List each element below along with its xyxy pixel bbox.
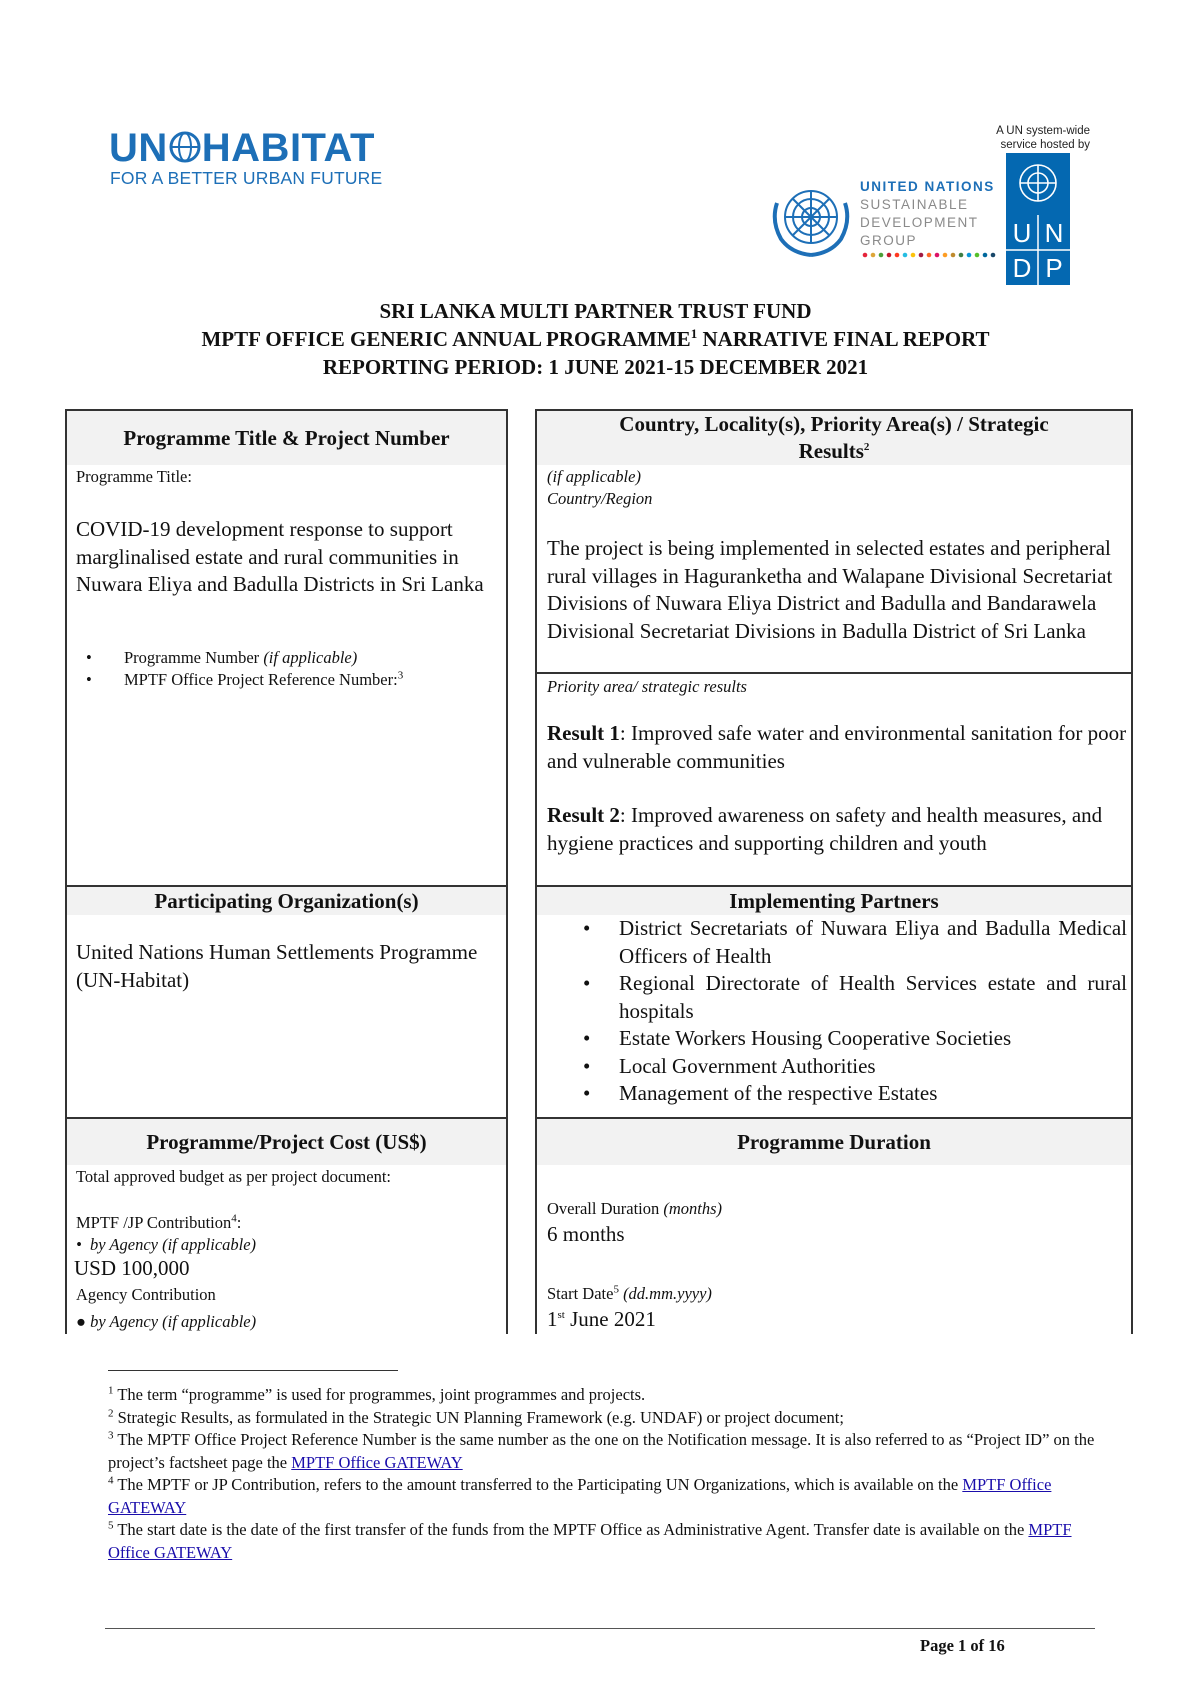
- footnote-5: $^5$ The start date is the date of the first transfer of the funds from the MPTF Office as Administrative Agent. Transfer date is available on the MPTF Office GATEWAY: [108, 1519, 1072, 1562]
- unsdg-line: GROUP: [860, 233, 918, 248]
- country-heading: Country, Locality(s), Priority Area(s) / Strategic Results$^2$: [537, 411, 1131, 465]
- country-value: The project is being implemented in selected estates and peripheral rural villages in Haguranketha and Walapane Divisional Secretariat Divisions of Nuwara Eliya District and Badulla and Bandarawela Divisional Secretariat Divisions in Badulla District of Sri Lanka: [547, 536, 1113, 643]
- unsdg-line: UNITED NATIONS: [860, 179, 995, 194]
- programme-title-label: Programme Title:: [76, 467, 192, 486]
- page-number: Page 1 of 16: [920, 1636, 1005, 1655]
- duration-heading: Programme Duration: [537, 1119, 1131, 1165]
- system-note-line: A UN system-wide: [996, 125, 1090, 137]
- mptf-contribution-label: MPTF /JP Contribution$^4$:: [76, 1212, 242, 1232]
- footnote-1: $^1$ The term “programme” is used for programmes, joint programmes and projects.: [108, 1384, 646, 1404]
- page-footer-rule: [105, 1628, 1095, 1629]
- list-item: • MPTF Office Project Reference Number:$^3$: [110, 669, 503, 691]
- result-2: Result 2: Improved awareness on safety and health measures, and hygiene practices and supporting children and youth: [547, 803, 1103, 855]
- logo-text-habitat: HABITAT: [201, 126, 375, 170]
- cost-heading: Programme/Project Cost (US$): [67, 1119, 506, 1165]
- logo-tagline: FOR A BETTER URBAN FUTURE: [110, 168, 383, 188]
- programme-title-heading: Programme Title & Project Number: [67, 411, 506, 465]
- undp-letter: U: [1012, 218, 1032, 248]
- unsdg-line: SUSTAINABLE: [860, 197, 969, 212]
- footnote-4: $^4$ The MPTF or JP Contribution, refers to the amount transferred to the Participating UN Organizations, which is available on the MPTF Office GATEWAY: [108, 1474, 1052, 1517]
- undp-letter: P: [1045, 253, 1063, 283]
- programme-title-value: COVID-19 development response to support marglinalised estate and rural communities in Nuwara Eliya and Badulla Districts in Sri Lanka: [76, 517, 484, 596]
- undp-letter: D: [1012, 253, 1032, 283]
- report-title-line1: SRI LANKA MULTI PARTNER TRUST FUND: [379, 299, 812, 323]
- participating-value: United Nations Human Settlements Programme (UN-Habitat): [76, 940, 478, 992]
- list-item: • Estate Workers Housing Cooperative Societies: [547, 1025, 1127, 1053]
- total-budget-label: Total approved budget as per project document:: [76, 1167, 391, 1186]
- by-agency-2: ● by Agency (if applicable): [76, 1312, 257, 1331]
- agency-contribution-label: Agency Contribution: [76, 1285, 216, 1304]
- unsdg-line: DEVELOPMENT: [860, 215, 979, 230]
- implementing-list: [547, 915, 1127, 1108]
- report-title-line3: REPORTING PERIOD: 1 JUNE 2021-15 DECEMBER 2021: [322, 355, 869, 379]
- sdg-color-dots: [862, 252, 1002, 258]
- list-item: • Local Government Authorities: [547, 1053, 1127, 1081]
- overall-duration-value: 6 months: [547, 1222, 625, 1246]
- system-note: [960, 124, 1090, 152]
- footnote-3: $^3$ The MPTF Office Project Reference Number is the same number as the one on the Notification message. It is also referred to as “Project ID” on the project’s factsheet page the MPTF Office GATEWAY: [108, 1429, 1095, 1472]
- country-hint: (if applicable) Country/Region: [547, 467, 653, 508]
- start-date-label: Start Date$^5$ (dd.mm.yyyy): [547, 1283, 712, 1303]
- undp-logo: [1006, 153, 1070, 285]
- start-date-value: 1st June 2021: [547, 1307, 656, 1331]
- list-item: • Regional Directorate of Health Services estate and rural hospitals: [547, 970, 1127, 1025]
- programme-number-list: [78, 647, 503, 691]
- list-item: • Management of the respective Estates: [547, 1080, 1127, 1108]
- undp-letter: N: [1044, 218, 1064, 248]
- un-habitat-logo: [109, 128, 399, 186]
- list-item: • Programme Number (if applicable): [110, 647, 503, 669]
- result-1: Result 1: Improved safe water and environmental sanitation for poor and vulnerable communities: [547, 721, 1127, 773]
- participating-heading: Participating Organization(s): [67, 887, 506, 915]
- system-note-line: service hosted by: [1000, 139, 1090, 151]
- unsdg-wordmark: [860, 178, 995, 250]
- report-title-line2: MPTF OFFICE GENERIC ANNUAL PROGRAMME$^1$ NARRATIVE FINAL REPORT: [201, 326, 990, 351]
- un-emblem-icon: [767, 177, 855, 259]
- gateway-link[interactable]: MPTF Office GATEWAY: [108, 1475, 1052, 1517]
- priority-label: Priority area/ strategic results: [547, 677, 747, 696]
- gateway-link[interactable]: MPTF Office GATEWAY: [291, 1452, 463, 1472]
- budget-amount: USD 100,000: [74, 1256, 190, 1280]
- overall-duration-label: Overall Duration (months): [547, 1199, 723, 1218]
- footnotes: [108, 1384, 1098, 1564]
- list-item: • District Secretariats of Nuwara Eliya and Badulla Medical Officers of Health: [547, 915, 1127, 970]
- gateway-link[interactable]: MPTF Office GATEWAY: [108, 1520, 1072, 1562]
- globe-icon: [168, 130, 202, 164]
- logo-text-un: UN: [109, 126, 168, 170]
- by-agency-1: • by Agency (if applicable): [76, 1235, 257, 1254]
- undp-emblem-icon: [1006, 153, 1070, 285]
- footnote-2: $^2$ Strategic Results, as formulated in the Strategic UN Planning Framework (e.g. UNDAF) or project document;: [108, 1407, 844, 1427]
- footnote-separator: [108, 1370, 398, 1371]
- implementing-heading: Implementing Partners: [537, 887, 1131, 915]
